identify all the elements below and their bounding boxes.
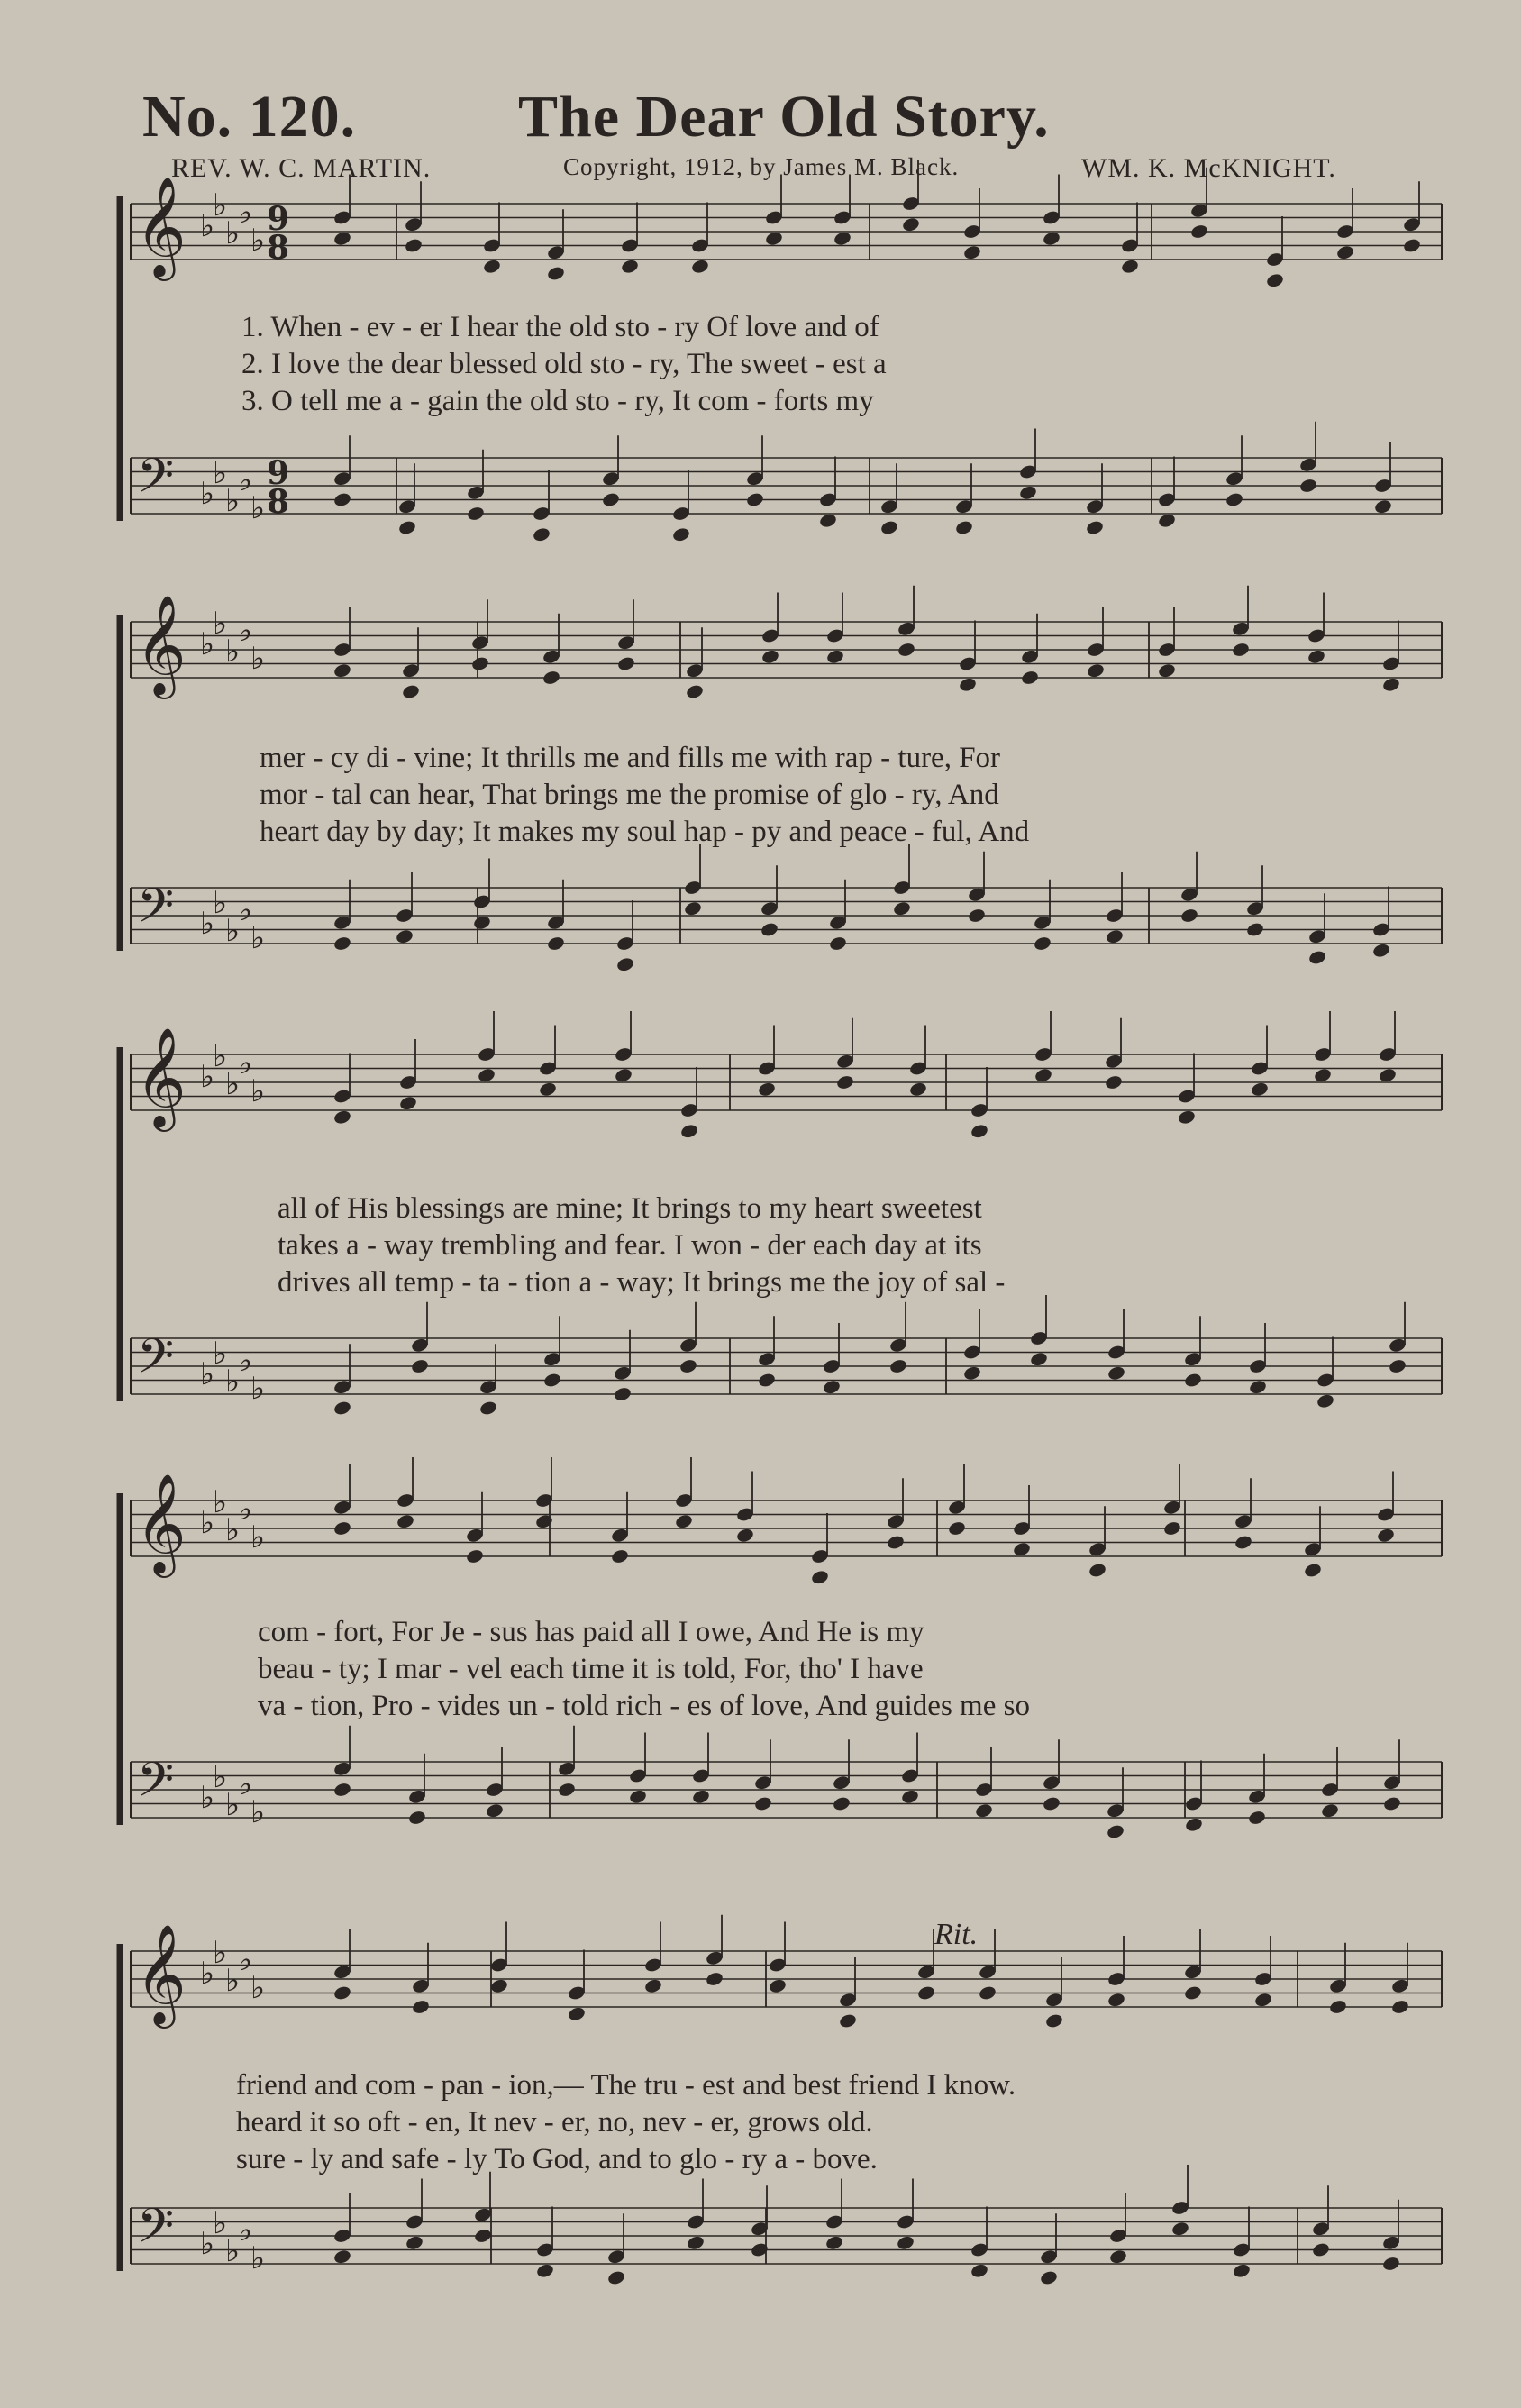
note-head [1381,677,1400,693]
note-head [760,921,779,937]
note-head [1012,1541,1031,1557]
note-head [825,649,844,665]
flat-sign: ♭ [200,476,215,512]
note-head [1104,1074,1123,1090]
note-head [546,265,565,281]
lyric-line: heart day by day; It makes my soul hap - py and peace - ful, And [260,816,1030,848]
lyric-line: drives all temp - ta - tion a - way; It brings me the joy of sal - [278,1266,1006,1299]
note-head [532,526,551,543]
flat-sign: ♭ [250,1794,266,1830]
note-head [679,1123,698,1139]
flat-sign: ♭ [238,195,253,231]
lyric-line: 2. I love the dear blessed old sto - ry, The sweet - est a [241,348,887,380]
note-head [1402,237,1421,253]
time-signature-bottom: 8 [267,483,290,521]
treble-clef: 𝄞 [135,1026,187,1127]
note-head [606,2269,625,2285]
note-head [404,237,423,253]
note-head [896,2235,915,2251]
lyricist-credit: REV. W. C. MARTIN. [171,153,432,183]
note-head [768,1978,787,1994]
note-head [1388,1358,1407,1374]
bass-clef: 𝄢 [137,1753,175,1820]
note-head [1179,908,1198,924]
flat-sign: ♭ [250,1970,266,2006]
hymn-number: No. 120. [142,84,357,150]
flat-sign: ♭ [250,2240,266,2276]
flat-sign: ♭ [200,906,215,942]
note-head [1248,1379,1267,1395]
note-head [974,1802,993,1819]
flat-sign: ♭ [200,1059,215,1095]
note-head [1088,1562,1107,1578]
lyric-line: 3. O tell me a - gain the old sto - ry, It com - forts my [241,385,874,417]
flat-sign: ♭ [200,2226,215,2262]
note-head [1250,1081,1269,1098]
bass-clef: 𝄢 [137,879,175,945]
note-head [482,259,501,275]
flat-sign: ♭ [213,455,228,491]
note-head [332,491,351,507]
note-head [888,1358,907,1374]
note-head [1107,1992,1125,2008]
note-head [1247,1810,1266,1826]
note-head [824,2235,843,2251]
hymn-title: The Dear Old Story. [518,84,1050,150]
note-head [332,1984,351,2001]
note-head [1120,259,1139,275]
flat-sign: ♭ [238,1343,253,1379]
note-head [1234,1534,1252,1550]
note-head [542,1372,561,1388]
note-head [398,1095,417,1111]
note-head [332,1520,351,1537]
note-head [690,259,709,275]
flat-sign: ♭ [213,2205,228,2241]
note-head [958,677,977,693]
note-head [1018,485,1037,501]
note-head [683,900,702,917]
note-head [810,1569,829,1585]
flat-sign: ♭ [238,462,253,498]
flat-sign: ♭ [213,1935,228,1971]
note-head [332,935,351,952]
note-head [1189,223,1208,240]
note-head [1378,1067,1397,1083]
note-head [1020,670,1039,686]
flat-sign: ♭ [225,913,241,949]
note-head [1307,649,1325,665]
note-head [395,928,414,944]
note-head [828,935,847,952]
flat-sign: ♭ [225,634,241,670]
note-head [892,900,911,917]
flat-sign: ♭ [250,1073,266,1109]
note-head [822,1379,841,1395]
note-head [686,2235,705,2251]
note-head [1034,1067,1052,1083]
note-head [757,1081,776,1098]
note-head [332,1400,351,1416]
flat-sign: ♭ [238,2212,253,2248]
note-head [753,1795,772,1811]
note-head [628,1789,647,1805]
note-head [1085,519,1104,535]
note-head [1382,1795,1401,1811]
note-head [485,1802,504,1819]
note-head [1177,1109,1196,1126]
note-head [470,655,489,671]
note-head [610,1548,629,1564]
note-head [1170,2221,1189,2237]
note-head [332,1782,351,1798]
note-head [535,2263,554,2279]
flat-sign: ♭ [225,1066,241,1102]
note-head [614,1067,633,1083]
copyright-notice: Copyright, 1912, by James M. Black. [563,153,960,180]
composer-credit: WM. K. McKNIGHT. [1081,153,1336,183]
note-head [616,655,635,671]
flat-sign: ♭ [200,626,215,662]
note-head [760,649,779,665]
treble-clef: 𝄞 [135,1923,187,2024]
note-head [679,1358,697,1374]
time-signature-top: 9 [267,454,290,492]
note-head [1307,949,1326,965]
flat-sign: ♭ [213,1038,228,1074]
note-head [567,2006,586,2022]
ritardando-marking: Rit. [934,1918,979,1951]
treble-clef: 𝄞 [135,594,187,695]
flat-sign: ♭ [213,1759,228,1795]
flat-sign: ♭ [238,1942,253,1978]
lyric-line: all of His blessings are mine; It brings to my heart sweetest [278,1192,982,1225]
flat-sign: ♭ [213,885,228,921]
note-head [1183,1984,1202,2001]
flat-sign: ♭ [238,1766,253,1802]
note-head [1106,1823,1125,1839]
note-head [1044,2012,1063,2029]
note-head [601,491,620,507]
time-signature-bottom: 8 [267,229,290,267]
note-head [1373,498,1392,515]
flat-sign: ♭ [200,1780,215,1816]
lyric-line: 1. When - ev - er I hear the old sto - ry Of love and of [241,311,879,343]
note-head [478,1400,497,1416]
note-head [1320,1802,1339,1819]
note-head [1029,1351,1048,1367]
note-head [764,231,783,247]
note-head [1108,2248,1127,2265]
note-head [947,1520,966,1537]
note-head [970,1123,988,1139]
note-head [465,1548,484,1564]
note-head [332,662,351,679]
flat-sign: ♭ [213,1484,228,1520]
note-head [1086,662,1105,679]
note-head [757,1372,776,1388]
note-head [620,259,639,275]
note-head [900,1789,919,1805]
note-head [1157,513,1176,529]
flat-sign: ♭ [225,1512,241,1548]
note-head [466,506,485,522]
note-head [818,513,837,529]
lyric-line: sure - ly and safe - ly To God, and to glo - ry a - bove. [236,2143,878,2175]
note-head [745,491,764,507]
flat-sign: ♭ [225,1963,241,1999]
flat-sign: ♭ [213,187,228,223]
flat-sign: ♭ [200,1356,215,1392]
note-head [691,1789,710,1805]
flat-sign: ♭ [238,1045,253,1081]
note-head [557,1782,576,1798]
flat-sign: ♭ [225,215,241,251]
note-head [405,2235,424,2251]
time-signature-top: 9 [267,200,290,238]
treble-clef: 𝄞 [135,1473,187,1573]
lyric-line: heard it so oft - en, It nev - er, no, nev - er, grows old. [236,2106,873,2139]
note-head [1253,1992,1272,2008]
note-head [489,1978,508,1994]
note-head [472,915,491,931]
note-head [1157,662,1176,679]
lyric-line: mor - tal can hear, That brings me the promise of glo - ry, And [260,779,999,811]
flat-sign: ♭ [250,490,266,526]
flat-sign: ♭ [213,1336,228,1372]
flat-sign: ♭ [200,1505,215,1541]
note-head [643,1978,662,1994]
note-head [916,1984,935,2001]
note-head [538,1081,557,1098]
note-head [332,2248,351,2265]
note-head [396,1513,414,1529]
bass-clef: 𝄢 [137,449,175,515]
note-head [908,1081,927,1098]
note-head [1231,642,1250,658]
note-head [1162,1520,1181,1537]
note-head [1184,1817,1203,1833]
lyric-line: va - tion, Pro - vides un - told rich - es of love, And guides me so [258,1690,1030,1722]
note-head [1376,1528,1395,1544]
flat-sign: ♭ [238,892,253,928]
note-head [897,642,915,658]
note-head [546,935,565,952]
note-head [1183,1372,1202,1388]
lyric-line: takes a - way trembling and fear. I won - der each day at its [278,1229,982,1262]
note-head [1042,1795,1061,1811]
note-head [1335,244,1354,260]
treble-clef: 𝄞 [135,176,187,277]
note-head [1039,2269,1058,2285]
note-head [954,519,973,535]
note-head [1245,921,1264,937]
note-head [1328,1999,1347,2015]
note-head [1316,1393,1334,1409]
note-head [674,1513,693,1529]
bass-clef: 𝄢 [137,2199,175,2266]
note-head [832,1795,851,1811]
note-head [477,1067,496,1083]
note-head [542,670,560,686]
flat-sign: ♭ [225,1787,241,1823]
note-head [1313,1067,1332,1083]
note-head [685,683,704,699]
flat-sign: ♭ [225,1364,241,1400]
note-head [1033,935,1052,952]
flat-sign: ♭ [238,613,253,649]
flat-sign: ♭ [200,1956,215,1992]
note-head [1042,231,1061,247]
lyric-line: com - fort, For Je - sus has paid all I owe, And He is my [258,1616,924,1648]
lyric-line: mer - cy di - vine; It thrills me and fills me with rap - ture, For [260,742,1001,774]
note-head [1107,1365,1125,1382]
note-head [970,2263,988,2279]
lyric-line: friend and com - pan - ion,— The tru - est and best friend I know. [236,2069,1016,2102]
flat-sign: ♭ [200,208,215,244]
flat-sign: ♭ [250,641,266,677]
note-head [332,1109,351,1126]
note-head [1303,1562,1322,1578]
flat-sign: ♭ [225,483,241,519]
note-head [332,231,351,247]
flat-sign: ♭ [213,606,228,642]
note-head [407,1810,426,1826]
note-head [1390,1999,1409,2015]
flat-sign: ♭ [250,1519,266,1555]
note-head [735,1528,754,1544]
note-head [671,526,690,543]
flat-sign: ♭ [225,2233,241,2269]
note-head [886,1534,905,1550]
flat-sign: ♭ [250,1371,266,1407]
note-head [1265,272,1284,288]
note-head [1298,478,1317,494]
note-head [401,683,420,699]
lyric-line: beau - ty; I mar - vel each time it is told, For, tho' I have [258,1653,924,1685]
note-head [967,908,986,924]
note-head [473,2228,492,2244]
flat-sign: ♭ [250,920,266,956]
note-head [879,519,898,535]
note-head [1232,2263,1251,2279]
flat-sign: ♭ [250,223,266,259]
note-head [534,1513,553,1529]
note-head [1371,943,1390,959]
flat-sign: ♭ [238,1491,253,1528]
note-head [411,1999,430,2015]
note-head [838,2012,857,2029]
note-head [613,1386,632,1402]
note-head [962,244,981,260]
note-head [835,1074,854,1090]
note-head [1381,2256,1400,2272]
note-head [1225,491,1243,507]
note-head [705,1971,724,1987]
note-head [833,231,852,247]
note-head [410,1358,429,1374]
note-head [978,1984,997,2001]
note-head [397,519,416,535]
note-head [615,956,634,972]
note-head [901,216,920,233]
note-head [962,1365,981,1382]
bass-clef: 𝄢 [137,1329,175,1396]
note-head [1311,2241,1330,2258]
note-head [1105,928,1124,944]
